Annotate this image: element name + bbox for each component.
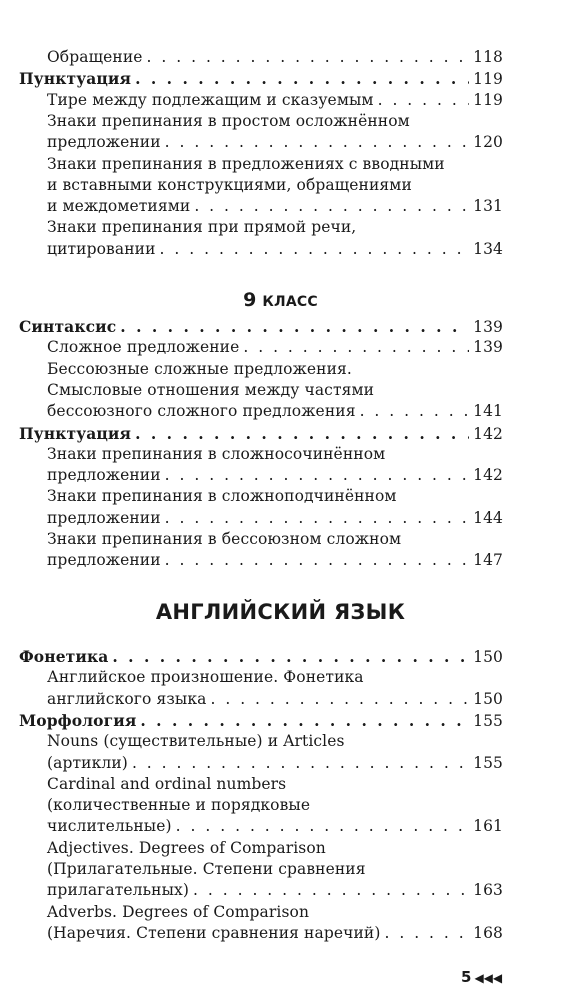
toc-page-number: 150	[473, 648, 503, 666]
toc-page-number: 142	[473, 424, 503, 443]
dot-leader	[165, 550, 469, 571]
toc-entry-text: предложении	[47, 551, 161, 570]
toc-entry-text: и междометиями	[47, 197, 191, 216]
dot-leader	[165, 132, 469, 153]
toc-entry-text: Пунктуация	[19, 423, 132, 443]
grade-number: 9	[243, 289, 257, 311]
toc-entry-text: Знаки препинания в сложносочинённом	[47, 444, 386, 463]
dot-leader	[176, 816, 469, 837]
toc-entry-text: (Наречия. Степени сравнения наречий)	[47, 923, 381, 942]
page-number: 5	[461, 968, 472, 986]
toc-entry-text: Английское произношение. Фонетика	[47, 668, 364, 687]
toc-entry-text: Знаки препинания в простом осложнённом	[47, 111, 410, 130]
toc-entry-text: Обращение	[47, 48, 143, 66]
dot-leader	[147, 47, 470, 68]
toc-page-number: 134	[473, 239, 503, 258]
toc-entry-text: Морфология	[19, 710, 137, 730]
toc-entry-text: предложении	[47, 466, 161, 485]
toc-page-number: 168	[473, 923, 503, 942]
toc-entry-text: (Прилагательные. Степени сравнения	[47, 860, 366, 878]
page-footer	[461, 968, 502, 986]
toc-entry-text: Фонетика	[19, 647, 109, 666]
toc-entry-text: Cardinal and ordinal numbers	[47, 774, 287, 793]
toc-entry-text: Знаки препинания в предложениях с вводными	[47, 154, 445, 173]
toc-page-number: 139	[473, 338, 503, 357]
dot-leader	[360, 401, 470, 422]
toc-page-number: 144	[473, 508, 503, 527]
toc-entry-text: Adjectives. Degrees of Comparison	[47, 838, 326, 857]
toc-page-number: 163	[473, 881, 503, 900]
toc-page-number: 119	[473, 70, 503, 89]
toc-entry-text: Тире между подлежащим и сказуемым	[47, 90, 374, 109]
dot-leader	[165, 465, 469, 486]
dot-leader	[132, 753, 469, 774]
toc-entry-text: Nouns (существительные) и Articles	[47, 732, 345, 751]
toc-entry-text: цитировании	[47, 239, 156, 258]
toc-page-number: 155	[473, 753, 503, 772]
toc-page-number: 139	[473, 318, 503, 336]
toc-page-number: 119	[473, 90, 503, 109]
toc-entry-text: английского языка	[47, 689, 207, 708]
dot-leader	[112, 646, 469, 667]
toc-entry-text: Смысловые отношения между частями	[47, 380, 375, 399]
toc-entry-text: предложении	[47, 508, 161, 527]
toc-page-number: 120	[473, 133, 503, 152]
toc-entry-text: (артикли)	[47, 753, 128, 772]
toc-page-number: 155	[473, 711, 503, 730]
toc-entry-text: и вставными конструкциями, обращениями	[47, 175, 412, 194]
dot-leader	[378, 90, 470, 111]
grade-word: КЛАСС	[262, 294, 318, 310]
toc-entry-text: (количественные и порядковые	[47, 796, 311, 815]
toc-page-number: 147	[473, 551, 503, 570]
english-heading: АНГЛИЙСКИЙ ЯЗЫК	[155, 600, 406, 624]
toc-page-number: 118	[473, 48, 503, 66]
toc-entry-text: Бессоюзные сложные предложения.	[47, 359, 352, 378]
grade-9-heading	[0, 289, 561, 311]
toc-entry-text: прилагательных)	[47, 881, 190, 900]
toc-entry-text: бессоюзного сложного предложения	[47, 402, 356, 421]
toc-entry-text: предложении	[47, 133, 161, 152]
dot-leader	[194, 196, 469, 217]
toc-entry-text: числительные)	[47, 817, 172, 836]
dot-leader	[135, 68, 469, 89]
dot-leader	[160, 239, 470, 260]
toc-page-number: 141	[473, 402, 503, 421]
toc-page-number: 150	[473, 689, 503, 708]
toc-entry-text: Сложное предложение	[47, 338, 240, 357]
toc-entry-text: Синтаксис	[19, 317, 117, 336]
dot-leader	[165, 508, 469, 529]
toc-entry-text: Знаки препинания в бессоюзном сложном	[47, 530, 402, 548]
dot-leader	[140, 710, 469, 731]
dot-leader	[384, 923, 469, 944]
dot-leader	[120, 316, 469, 337]
toc-entry-text: Знаки препинания в сложноподчинённом	[47, 487, 397, 506]
toc-page-number: 161	[473, 817, 503, 836]
toc-page-number: 131	[473, 197, 503, 216]
dot-leader	[135, 423, 469, 444]
toc-entry-text: Adverbs. Degrees of Comparison	[47, 902, 310, 921]
arrow-left-icon: ◀◀◀	[474, 971, 503, 985]
dot-leader	[193, 880, 469, 901]
toc-entry-text: Пунктуация	[19, 69, 132, 89]
toc-entry-text: Знаки препинания при прямой речи,	[47, 218, 357, 237]
toc-page-number: 142	[473, 466, 503, 485]
dot-leader	[243, 337, 469, 358]
dot-leader	[210, 689, 469, 710]
